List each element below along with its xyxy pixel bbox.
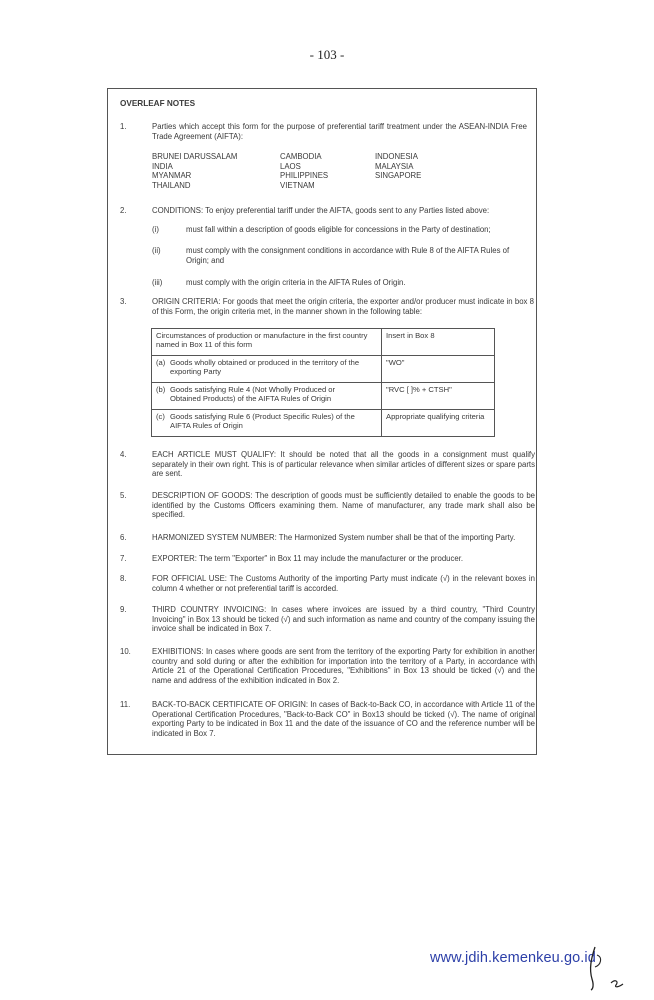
- overleaf-heading: OVERLEAF NOTES: [120, 99, 196, 108]
- table-header-row: [152, 329, 495, 356]
- table-row: [152, 356, 495, 383]
- note-text: EXPORTER: The term "Exporter" in Box 11 may include the manufacturer or the producer.: [152, 554, 464, 563]
- table-row: [152, 383, 495, 410]
- table-header-left: Circumstances of production or manufacture in the first country named in Box 11 of this form: [152, 329, 382, 356]
- note-text: FOR OFFICIAL USE: The Customs Authority of the importing Party must indicate (√) in the relevant boxes in column 4 whether or not preferential tariff is accorded.: [152, 574, 535, 593]
- note-number: 6.: [120, 533, 127, 542]
- note-number: 8.: [120, 574, 127, 583]
- origin-criteria-table: [151, 328, 495, 437]
- country-name: CAMBODIA: [280, 152, 322, 161]
- country-name: SINGAPORE: [375, 171, 422, 181]
- row-label: (a): [156, 358, 166, 367]
- note-text: EACH ARTICLE MUST QUALIFY: It should be noted that all the goods in a consignment must qualify separately in their own right. This is of particular relevance when similar articles of different sizes or spare parts are sent.: [152, 450, 535, 479]
- note-number: 7.: [120, 554, 127, 563]
- condition-number: (iii): [152, 278, 163, 287]
- country-name: VIETNAM: [280, 180, 315, 190]
- note-text: THIRD COUNTRY INVOICING: In cases where invoices are issued by a third country, "Third Country Invoicing" in Box 13 should be ticked (√) and such information as name and country of the company issuing the invoice shall be indicated in Box 7.: [152, 605, 535, 634]
- country-name: PHILIPPINES: [280, 171, 329, 181]
- row-text: Goods satisfying Rule 4 (Not Wholly Produced or Obtained Products) of the AIFTA Rules of Origin: [170, 385, 336, 404]
- footer-url: www.jdih.kemenkeu.go.id: [430, 950, 596, 966]
- country-name: INDIA: [152, 161, 173, 171]
- country-name: MYANMAR: [152, 171, 192, 181]
- row-value: "WO": [382, 356, 495, 383]
- note-number: 11.: [120, 700, 131, 709]
- country-name: THAILAND: [152, 180, 191, 190]
- table-row: [152, 410, 495, 437]
- note-text: HARMONIZED SYSTEM NUMBER: The Harmonized System number shall be that of the importing Party.: [152, 533, 516, 542]
- condition-text: must fall within a description of goods eligible for concessions in the Party of destination;: [186, 225, 491, 234]
- handwritten-signature-icon: [583, 945, 635, 991]
- row-value: "RVC [ ]% + CTSH": [382, 383, 495, 410]
- country-name: LAOS: [280, 161, 301, 171]
- condition-number: (i): [152, 225, 159, 234]
- note-number: 5.: [120, 491, 127, 500]
- row-text: Goods wholly obtained or produced in the territory of the exporting Party: [170, 358, 360, 377]
- note-text: ORIGIN CRITERIA: For goods that meet the origin criteria, the exporter and/or producer must indicate in box 8 of this Form, the origin criteria met, in the manner shown in the following table:: [152, 297, 534, 316]
- row-label: (c): [156, 412, 165, 421]
- note-number: 1.: [120, 122, 127, 131]
- condition-text: must comply with the consignment conditions in accordance with Rule 8 of the AIFTA Rules of Origin; and: [186, 246, 510, 265]
- note-number: 3.: [120, 297, 127, 306]
- country-name: MALAYSIA: [375, 161, 414, 171]
- note-number: 4.: [120, 450, 127, 459]
- note-text: BACK-TO-BACK CERTIFICATE OF ORIGIN: In cases of Back-to-Back CO, in accordance with Article 11 of the Operational Certification Procedures, "Back-to-Back CO" in Box13 should be ticked (√). The name of original exporting Party to be indicated in Box 11 and the date of the issuance of CO and the reference number will be indicated in Box 7.: [152, 700, 535, 738]
- country-name: INDONESIA: [375, 152, 418, 161]
- country-name: BRUNEI DARUSSALAM: [152, 152, 238, 161]
- note-text: EXHIBITIONS: In cases where goods are sent from the territory of the exporting Party for exhibition in another country and sold during or after the exhibition for importation into the territory of a Party, in accordance with Article 21 of the Operational Certification Procedures, "Exhibitions" in Box 13 should be ticked (√) and the name and address of the exhibition indicated in Box 2.: [152, 647, 535, 685]
- condition-text: must comply with the origin criteria in the AIFTA Rules of Origin.: [186, 278, 406, 287]
- note-number: 10.: [120, 647, 131, 656]
- row-text: Goods satisfying Rule 6 (Product Specific Rules) of the AIFTA Rules of Origin: [170, 412, 355, 431]
- table-header-right: Insert in Box 8: [382, 329, 495, 356]
- note-text: CONDITIONS: To enjoy preferential tariff under the AIFTA, goods sent to any Parties listed above:: [152, 206, 490, 215]
- row-label: (b): [156, 385, 166, 394]
- note-text: Parties which accept this form for the purpose of preferential tariff treatment under the ASEAN-INDIA Free Trade Agreement (AIFTA):: [152, 122, 527, 141]
- row-value: Appropriate qualifying criteria: [382, 410, 495, 437]
- note-number: 9.: [120, 605, 127, 614]
- page-number: - 103 -: [309, 47, 345, 62]
- note-text: DESCRIPTION OF GOODS: The description of goods must be sufficiently detailed to enable the goods to be identified by the Customs Officers examining them. Name of manufacturer, any trade mark shall also be specified.: [152, 491, 535, 520]
- condition-number: (ii): [152, 246, 161, 255]
- note-number: 2.: [120, 206, 127, 215]
